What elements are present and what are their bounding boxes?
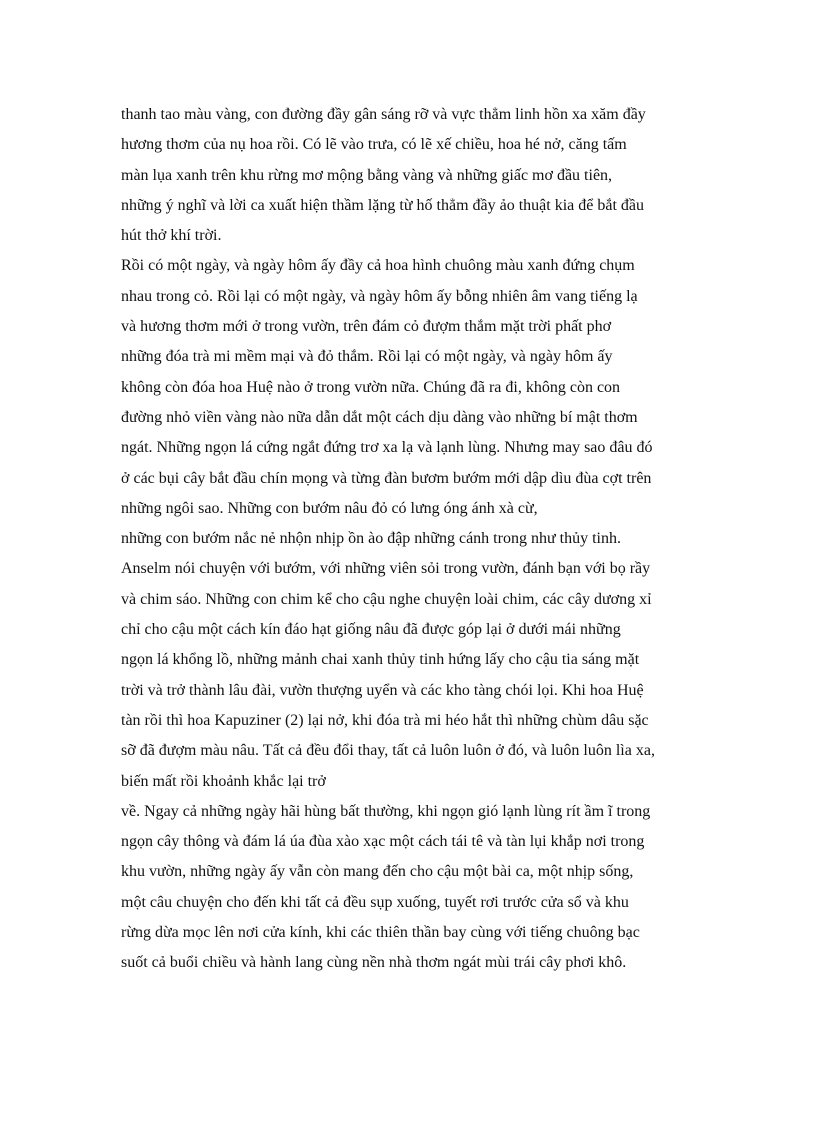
text-line: rừng dừa mọc lên nơi cửa kính, khi các thiên thần bay cùng với tiếng chuông bạc — [121, 924, 640, 942]
text-line: Anselm nói chuyện với bướm, với những viên sỏi trong vườn, đánh bạn với bọ rầy — [121, 560, 651, 578]
text-line: và chim sáo. Những con chim kể cho cậu nghe chuyện loài chim, các cây dương xỉ — [121, 590, 652, 608]
text-line: chỉ cho cậu một cách kín đáo hạt giống nâu đã được góp lại ở dưới mái những — [121, 621, 621, 639]
text-line: những ngôi sao. Những con bướm nâu đỏ có lưng óng ánh xà cừ, — [121, 499, 538, 517]
text-line: không còn đóa hoa Huệ nào ở trong vườn nữa. Chúng đã ra đi, không còn con — [121, 378, 621, 396]
text-line: nhau trong cỏ. Rồi lại có một ngày, và ngày hôm ấy bỗng nhiên âm vang tiếng lạ — [121, 287, 638, 305]
text-line: ngọn cây thông và đám lá úa đùa xào xạc một cách tái tê và tàn lụi khắp nơi trong — [121, 833, 645, 851]
text-line: hút thở khí trời. — [121, 227, 222, 245]
text-line: sỡ đã đượm màu nâu. Tất cả đều đổi thay, tất cả luôn luôn ở đó, và luôn luôn lìa xa, — [121, 742, 655, 760]
text-line: suốt cả buổi chiều và hành lang cùng nền nhà thơm ngát mùi trái cây phơi khô. — [121, 954, 627, 972]
text-line: ngọn lá khổng lồ, những mảnh chai xanh thủy tinh hứng lấy cho cậu tia sáng mặt — [121, 651, 640, 669]
text-line: màn lụa xanh trên khu rừng mơ mộng bằng vàng và những giấc mơ đầu tiên, — [121, 166, 613, 184]
text-line: những con bướm nắc nẻ nhộn nhịp ồn ào đập những cánh trong như thủy tinh. — [121, 530, 621, 548]
text-line: về. Ngay cả những ngày hãi hùng bất thường, khi ngọn gió lạnh lùng rít ầm ĩ trong — [121, 802, 651, 820]
text-line: đường nhỏ viền vàng nào nữa dẫn dắt một cách dịu dàng vào những bí mật thơm — [121, 408, 638, 426]
text-line: biến mất rồi khoảnh khắc lại trở — [121, 772, 326, 790]
text-line: tàn rồi thì hoa Kapuziner (2) lại nở, khi đóa trà mi héo hắt thì những chùm dâu sặc — [121, 711, 649, 729]
text-line: những ý nghĩ và lời ca xuất hiện thầm lặng từ hố thẳm đầy ảo thuật kia để bắt đầu — [121, 196, 645, 214]
text-line: ngát. Những ngọn lá cứng ngắt đứng trơ xa lạ và lạnh lùng. Nhưng may sao đâu đó — [121, 439, 653, 457]
text-line: một câu chuyện cho đến khi tất cả đều sụp xuống, tuyết rơi trước cửa sổ và khu — [121, 893, 629, 911]
text-line: hương thơm của nụ hoa rồi. Có lẽ vào trưa, có lẽ xế chiều, hoa hé nở, căng tấm — [121, 136, 627, 154]
text-line: trời và trở thành lâu đài, vườn thượng uyển và các kho tàng chói lọi. Khi hoa Huệ — [121, 681, 644, 699]
text-line: những đóa trà mi mềm mại và đỏ thắm. Rồi lại có một ngày, và ngày hôm ấy — [121, 348, 613, 366]
text-line: khu vườn, những ngày ấy vẫn còn mang đến cho cậu một bài ca, một nhịp sống, — [121, 863, 634, 881]
text-line: và hương thơm mới ở trong vườn, trên đám cỏ đượm thắm mặt trời phất phơ — [121, 318, 612, 336]
text-line: thanh tao màu vàng, con đường đầy gân sáng rỡ và vực thẳm linh hồn xa xăm đầy — [121, 106, 646, 123]
body-text — [121, 100, 701, 979]
text-line: ở các bụi cây bắt đầu chín mọng và từng đàn bươm bướm mới dập dìu đùa cợt trên — [121, 469, 652, 487]
text-line: Rồi có một ngày, và ngày hôm ấy đầy cả hoa hình chuông màu xanh đứng chụm — [121, 257, 635, 275]
